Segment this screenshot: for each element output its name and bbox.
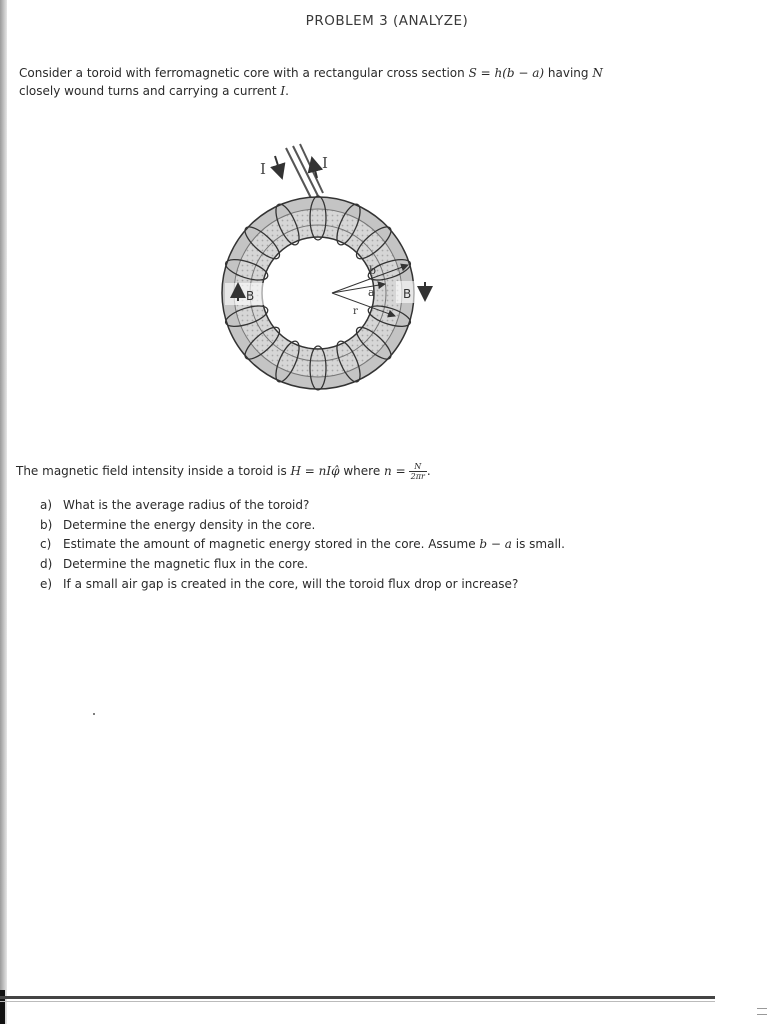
toroid-figure bbox=[200, 138, 480, 428]
intro-text-2: having bbox=[544, 66, 593, 80]
question-label: b) bbox=[40, 517, 53, 532]
b-label-left: B bbox=[246, 289, 255, 303]
question-label: e) bbox=[40, 576, 53, 591]
n-lhs: n = bbox=[384, 464, 406, 478]
question-c bbox=[40, 535, 565, 555]
page-corner-mark bbox=[757, 1008, 767, 1015]
toroid-diagram bbox=[200, 138, 480, 428]
current-label-left: I bbox=[260, 160, 266, 178]
intro-text-4: . bbox=[285, 84, 289, 98]
field-text-1: The magnetic field intensity inside a toroid is bbox=[16, 464, 291, 478]
problem-title: PROBLEM 3 (ANALYZE) bbox=[305, 13, 469, 29]
n-fraction-den: 2πr bbox=[410, 472, 425, 481]
field-text-2: where bbox=[339, 464, 385, 478]
problem-intro bbox=[19, 64, 639, 100]
question-a bbox=[40, 496, 565, 516]
n-fraction bbox=[409, 462, 427, 481]
question-label: c) bbox=[40, 537, 52, 552]
question-text: Determine the magnetic flux in the core. bbox=[63, 557, 309, 572]
cross-section-formula: S = h(b − a) bbox=[468, 66, 545, 80]
question-text-after: is small. bbox=[511, 537, 565, 552]
question-list bbox=[40, 496, 565, 594]
field-formula: H = nIφ̂ bbox=[290, 464, 340, 478]
question-label: a) bbox=[40, 498, 53, 512]
intro-text-1: Consider a toroid with ferromagnetic core with a rectangular cross section bbox=[19, 66, 469, 80]
question-math: b − a bbox=[479, 537, 512, 552]
question-text: What is the average radius of the toroid? bbox=[63, 498, 310, 512]
field-text-3: . bbox=[426, 464, 431, 478]
lead-wires bbox=[286, 144, 323, 200]
current-symbol: I bbox=[280, 84, 286, 98]
radius-b-label: b bbox=[369, 264, 377, 277]
current-label-right: I bbox=[322, 154, 328, 172]
scan-edge-bottom bbox=[0, 996, 715, 999]
question-label: d) bbox=[40, 557, 53, 572]
scan-edge-left bbox=[0, 0, 7, 1024]
b-label-right: B bbox=[403, 287, 412, 301]
n-fraction-num: N bbox=[409, 462, 427, 472]
radius-r-label: r bbox=[353, 306, 358, 317]
stray-mark bbox=[93, 713, 95, 715]
question-e bbox=[40, 575, 565, 595]
current-arrow-down bbox=[275, 156, 282, 178]
intro-text-3: closely wound turns and carrying a current bbox=[19, 84, 281, 98]
question-text: If a small air gap is created in the core, will the toroid flux drop or increase? bbox=[63, 576, 519, 591]
question-b bbox=[40, 516, 565, 536]
field-intensity-statement bbox=[16, 462, 431, 481]
question-text: Estimate the amount of magnetic energy stored in the core. Assume bbox=[63, 537, 480, 552]
radius-a-label: a bbox=[368, 286, 375, 299]
scan-edge-bottom-thin bbox=[0, 1001, 715, 1002]
question-text: Determine the energy density in the core. bbox=[63, 517, 316, 532]
question-d bbox=[40, 555, 565, 575]
turns-symbol: N bbox=[592, 66, 603, 80]
